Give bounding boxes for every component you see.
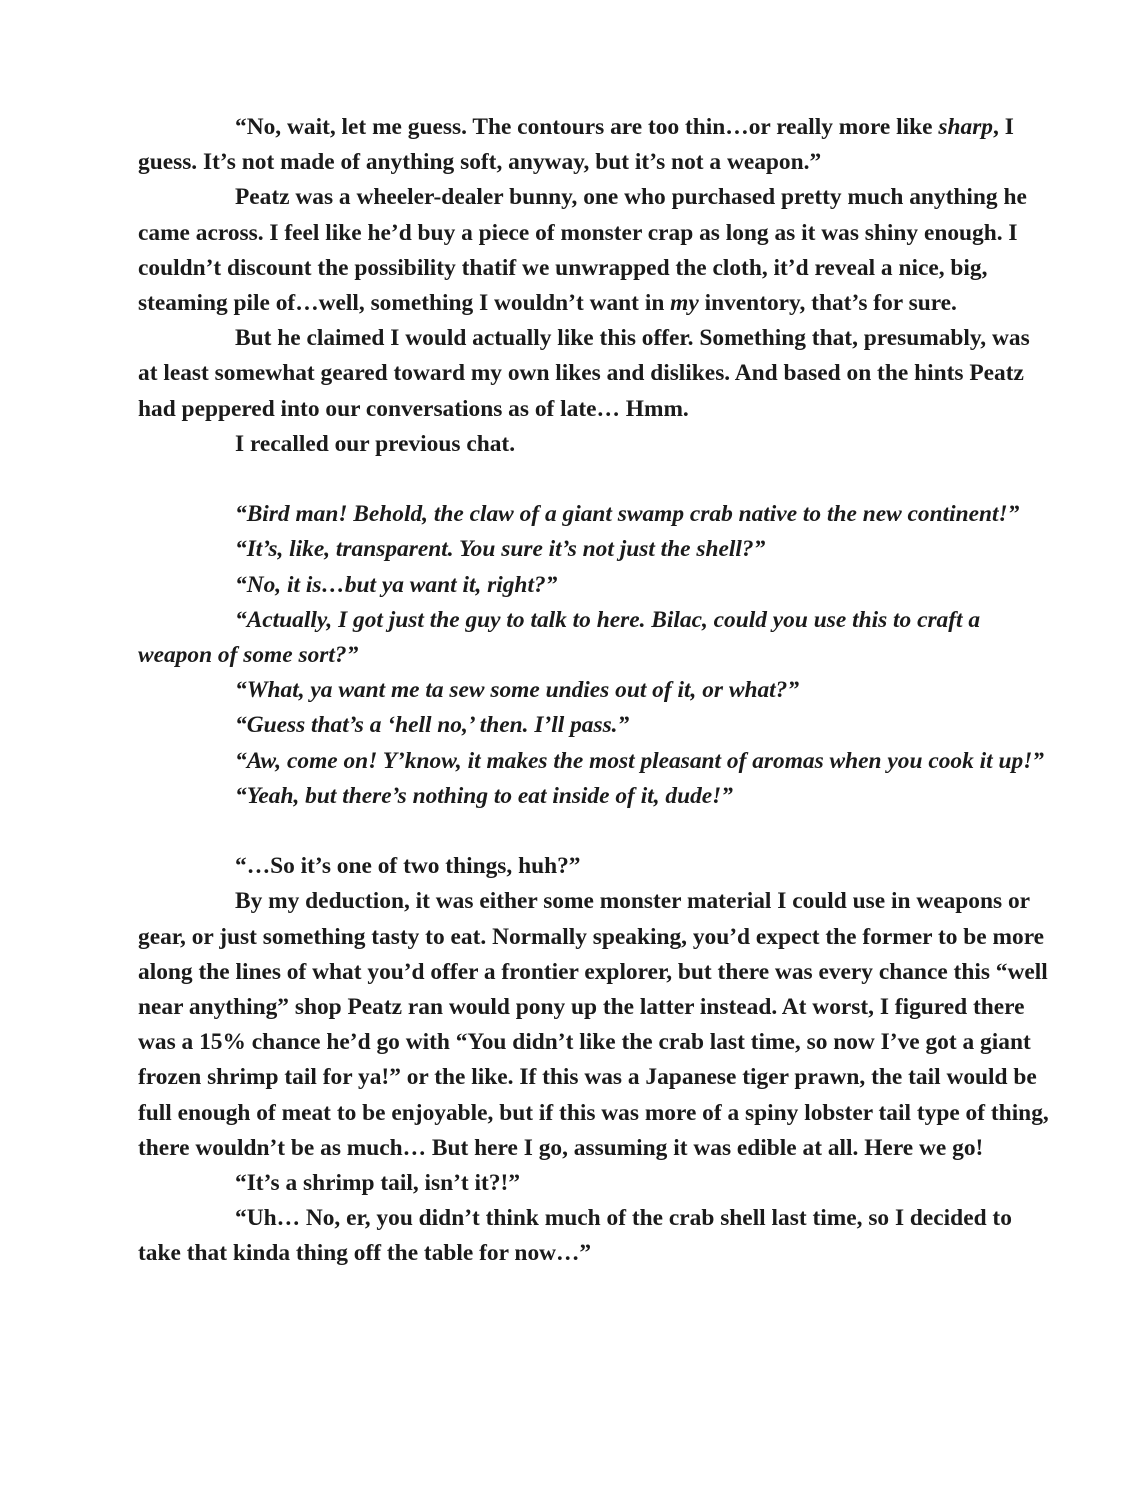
paragraph-text: “What, ya want me ta sew some undies out of it, or what?” [235,677,800,704]
flashback-dialogue-paragraph [138,673,1050,708]
flashback-dialogue-paragraph [138,603,1050,673]
paragraph-text: I recalled our previous chat. [235,430,516,457]
paragraph-text: “It’s a shrimp tail, isn’t it?!” [235,1170,521,1197]
paragraph-text: “Yeah, but there’s nothing to eat inside of it, dude!” [235,782,733,809]
body-paragraph [138,849,1050,884]
flashback-dialogue-paragraph [138,779,1050,814]
body-paragraph [138,110,1050,180]
body-paragraph [138,180,1050,321]
document-page [138,110,1050,1272]
flashback-dialogue-paragraph [138,568,1050,603]
section-break [138,814,1050,849]
paragraph-text: “No, it is…but ya want it, right?” [235,571,558,598]
body-paragraph [138,1166,1050,1201]
section-break [138,462,1050,497]
emphasis-text: sharp [938,114,993,140]
flashback-dialogue-paragraph [138,532,1050,567]
paragraph-text: Peatz was a wheeler-dealer bunny, one who purchased pretty much anything he came across. I feel like he’d buy a piece of monster crap as long as it was shiny enough. I couldn’t discount the possibility thatif we unwrapped the cloth, it’d reveal a nice, big, steaming pile of…well, something I wouldn’t want in [138,184,1027,317]
paragraph-text: “No, wait, let me guess. The contours are too thin…or really more like [235,114,939,140]
paragraph-text: But he claimed I would actually like this offer. Something that, presumably, was at least somewhat geared toward my own likes and dislikes. And based on the hints Peatz had peppered into our conversations as of late… Hmm. [138,325,1030,422]
flashback-dialogue-paragraph [138,744,1050,779]
paragraph-text: “Aw, come on! Y’know, it makes the most pleasant of aromas when you cook it up!” [235,747,1044,774]
paragraph-text: By my deduction, it was either some monster material I could use in weapons or gear, or just something tasty to eat. Normally speaking, you’d expect the former to be more along the lines of what you’d offer a frontier explorer, but there was every chance this “well near anything” shop Peatz ran would pony up the latter instead. At worst, I figured there was a 15% chance he’d go with “You didn’t like the crab last time, so now I’ve got a giant frozen shrimp tail for ya!” or the like. If this was a Japanese tiger prawn, the tail would be full enough of meat to be enjoyable, but if this was more of a spiny lobster tail type of thing, there wouldn’t be as much… But here I go, assuming it was edible at all. Here we go! [138,888,1049,1161]
body-paragraph [138,884,1050,1166]
flashback-dialogue-paragraph [138,708,1050,743]
paragraph-text: inventory, that’s for sure. [698,290,957,317]
paragraph-text: , I guess. It’s not made of anything soft, anyway, but it’s not a weapon.” [138,114,1014,176]
body-paragraph [138,1201,1050,1271]
flashback-dialogue-paragraph [138,497,1050,532]
body-paragraph [138,427,1050,462]
paragraph-text: “Actually, I got just the guy to talk to here. Bilac, could you use this to craft a weapon of some sort?” [138,606,981,669]
body-paragraph [138,321,1050,427]
paragraph-text: “Uh… No, er, you didn’t think much of the crab shell last time, so I decided to take that kinda thing off the table for now…” [138,1205,1012,1267]
paragraph-text: “It’s, like, transparent. You sure it’s not just the shell?” [235,536,766,563]
paragraph-text: “…So it’s one of two things, huh?” [235,853,581,880]
paragraph-text: “Bird man! Behold, the claw of a giant swamp crab native to the new continent!” [235,501,1020,528]
paragraph-text: “Guess that’s a ‘hell no,’ then. I’ll pass.” [235,712,630,739]
emphasis-text: my [670,290,699,317]
